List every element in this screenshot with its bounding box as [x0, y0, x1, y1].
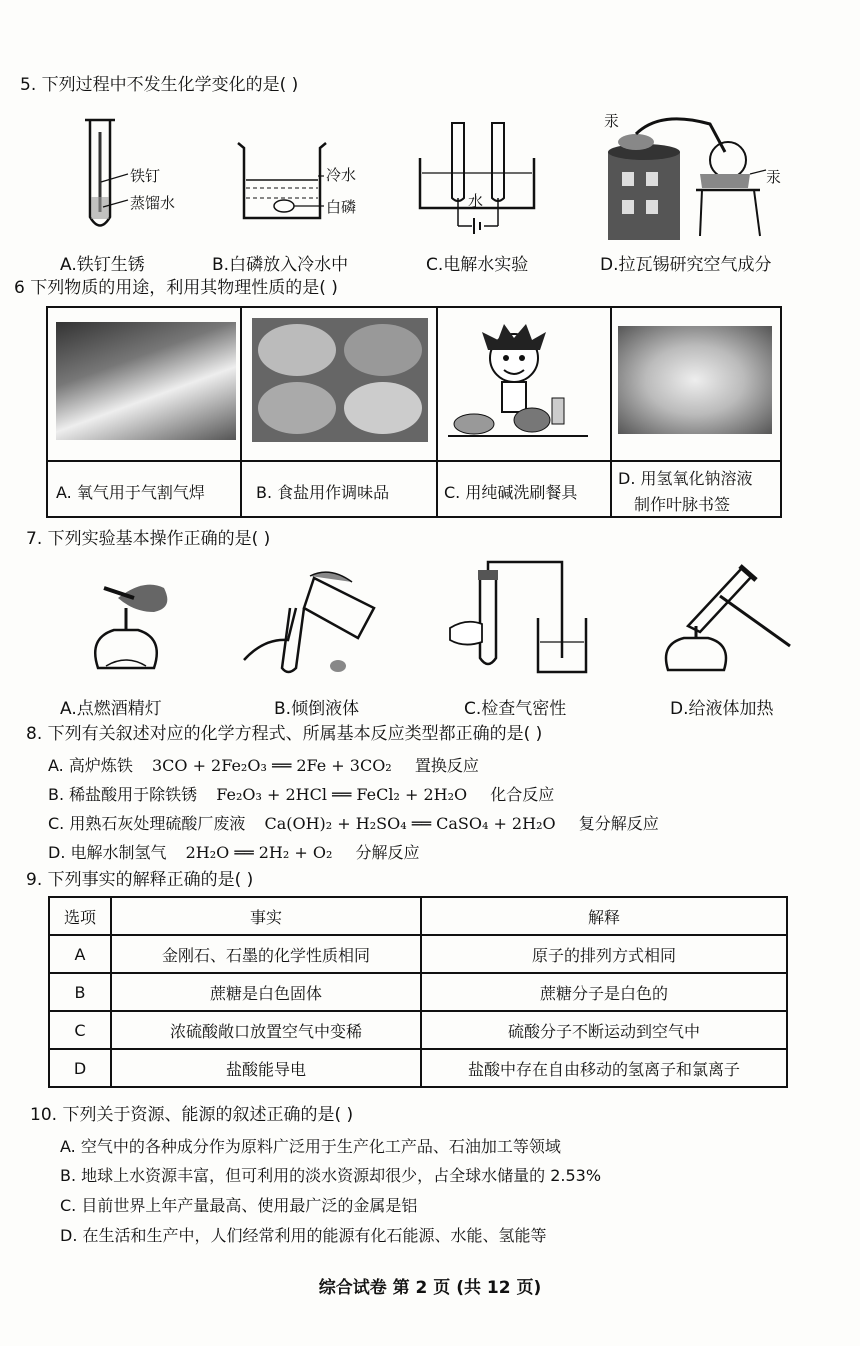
q8-option-b — [48, 782, 554, 805]
table-row — [49, 1011, 787, 1049]
electrolysis-figure — [412, 118, 547, 243]
q8-d-text: D. 电解水制氢气 — [48, 843, 167, 862]
q8-option-c — [48, 811, 659, 834]
q9-stem: 9. 下列事实的解释正确的是( ) — [26, 870, 254, 890]
q8-a-text: A. 高炉炼铁 — [48, 756, 133, 775]
q5-option-d: D.拉瓦锡研究空气成分 — [600, 255, 772, 275]
air-tightness-check-figure — [446, 568, 596, 680]
q8-b-text: B. 稀盐酸用于除铁锈 — [48, 785, 198, 804]
leaf-vein-photo — [618, 326, 772, 434]
q9-cell: A — [49, 935, 111, 973]
q10-stem: 10. 下列关于资源、能源的叙述正确的是( ) — [30, 1105, 354, 1125]
q7-option-b: B.倾倒液体 — [274, 699, 360, 719]
q8-option-a — [48, 753, 479, 776]
q8-c-equation: Ca(OH)₂ + H₂SO₄ ══ CaSO₄ + 2H₂O — [264, 814, 556, 833]
q9-cell: C — [49, 1011, 111, 1049]
q10-option-a: A. 空气中的各种成分作为原料广泛用于生产化工产品、石油加工等领域 — [60, 1137, 561, 1156]
q5-option-a: A.铁钉生锈 — [60, 255, 145, 275]
q9-header-explanation: 解释 — [421, 897, 787, 935]
label-white-phosphorus: 白磷 — [326, 198, 357, 216]
q7-option-d: D.给液体加热 — [670, 699, 774, 719]
label-mercury-right: 汞 — [766, 168, 782, 186]
q9-cell: 盐酸中存在自由移动的氢离子和氯离子 — [421, 1049, 787, 1087]
q8-a-equation: 3CO + 2Fe₂O₃ ══ 2Fe + 3CO₂ — [151, 756, 392, 775]
q7-option-c: C.检查气密性 — [464, 699, 567, 719]
q8-b-equation: Fe₂O₃ + 2HCl ══ FeCl₂ + 2H₂O — [216, 785, 468, 804]
lavoisier-apparatus-figure — [600, 112, 780, 244]
label-water: 水 — [468, 192, 484, 210]
welding-photo — [56, 322, 236, 440]
q9-cell: 硫酸分子不断运动到空气中 — [421, 1011, 787, 1049]
q5-option-c: C.电解水实验 — [426, 255, 529, 275]
q8-b-type: 化合反应 — [490, 785, 555, 804]
q8-d-equation: 2H₂O ══ 2H₂ + O₂ — [185, 843, 333, 862]
table-row — [49, 935, 787, 973]
q6-option-c: C. 用纯碱洗刷餐具 — [444, 483, 578, 502]
q7-stem: 7. 下列实验基本操作正确的是( ) — [26, 529, 271, 549]
q9-cell: B — [49, 973, 111, 1011]
q10-option-c: C. 目前世界上年产量最高、使用最广泛的金属是铝 — [60, 1196, 418, 1215]
label-distilled-water: 蒸馏水 — [130, 194, 176, 212]
q8-a-type: 置换反应 — [414, 756, 479, 775]
q5-stem: 5. 下列过程中不发生化学变化的是( ) — [20, 75, 299, 95]
q10-option-d: D. 在生活和生产中，人们经常利用的能源有化石能源、水能、氢能等 — [60, 1226, 547, 1245]
salt-photo — [252, 318, 428, 442]
table-row — [49, 1049, 787, 1087]
q6-stem: 6 下列物质的用途，利用其物理性质的是( ) — [14, 278, 338, 298]
q9-table — [48, 896, 788, 1088]
q9-cell: D — [49, 1049, 111, 1087]
q8-stem: 8. 下列有关叙述对应的化学方程式、所属基本反应类型都正确的是( ) — [26, 724, 543, 744]
q6-option-b: B. 食盐用作调味品 — [256, 483, 390, 502]
q6-option-d-line2: 制作叶脉书签 — [634, 495, 731, 514]
alcohol-lamp-lighting-figure — [84, 568, 184, 678]
q10-option-b: B. 地球上水资源丰富，但可利用的淡水资源却很少，占全球水储量的 2.53% — [60, 1166, 602, 1185]
q6-option-a: A. 氧气用于气割气焊 — [56, 483, 205, 502]
label-cold-water: 冷水 — [326, 166, 357, 184]
q9-header-fact: 事实 — [111, 897, 421, 935]
q9-cell: 蔗糖分子是白色的 — [421, 973, 787, 1011]
pouring-liquid-figure — [234, 568, 384, 680]
boy-washing-dishes-figure — [448, 320, 588, 444]
label-nail: 铁钉 — [130, 167, 161, 185]
q8-c-text: C. 用熟石灰处理硫酸厂废液 — [48, 814, 246, 833]
q9-cell: 金刚石、石墨的化学性质相同 — [111, 935, 421, 973]
q5-option-b: B.白磷放入冷水中 — [212, 255, 349, 275]
q7-option-a: A.点燃酒精灯 — [60, 699, 162, 719]
label-mercury-left: 汞 — [604, 112, 620, 130]
q9-cell: 浓硫酸敞口放置空气中变稀 — [111, 1011, 421, 1049]
table-row — [49, 973, 787, 1011]
q6-option-d-line1: D. 用氢氧化钠溶液 — [618, 469, 753, 488]
page-footer: 综合试卷 第 2 页 (共 12 页) — [318, 1278, 542, 1298]
q9-cell: 蔗糖是白色固体 — [111, 973, 421, 1011]
q8-option-d — [48, 840, 419, 863]
q9-header-option: 选项 — [49, 897, 111, 935]
q9-cell: 原子的排列方式相同 — [421, 935, 787, 973]
q8-c-type: 复分解反应 — [578, 814, 659, 833]
q8-d-type: 分解反应 — [355, 843, 420, 862]
heating-liquid-figure — [660, 560, 800, 680]
q9-cell: 盐酸能导电 — [111, 1049, 421, 1087]
